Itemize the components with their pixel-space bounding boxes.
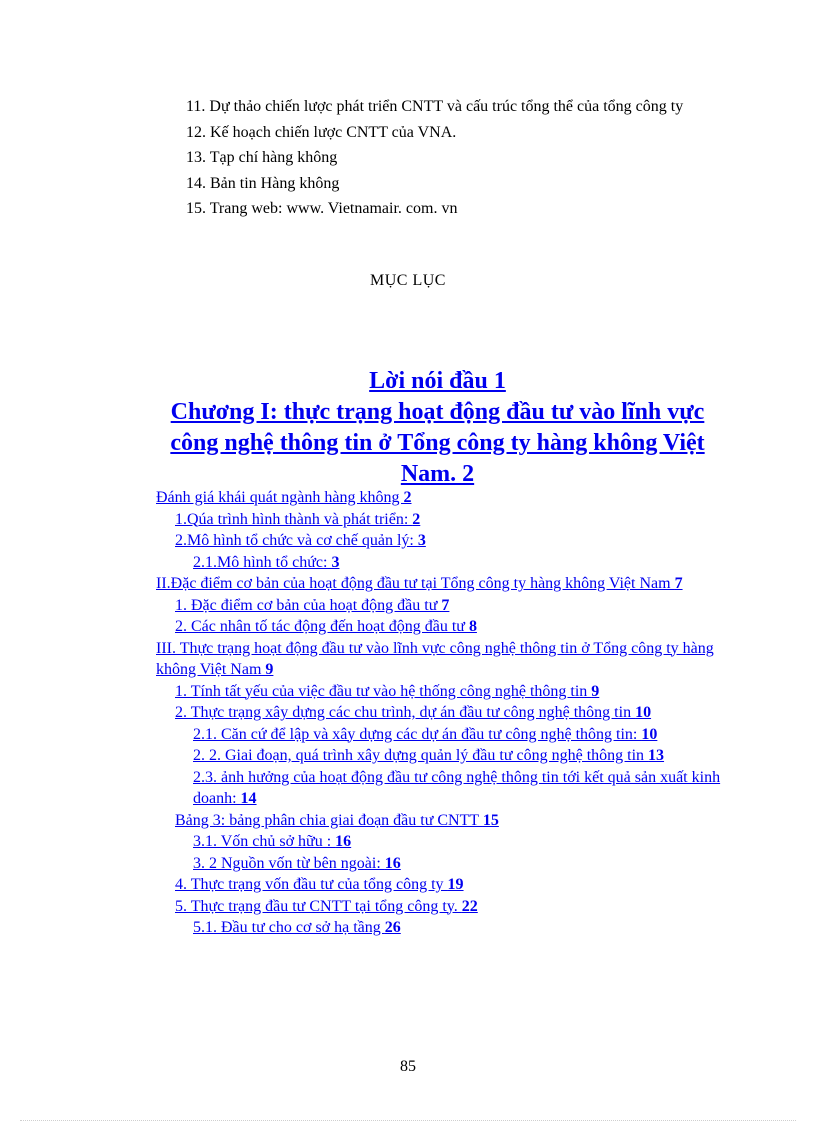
toc-entry[interactable]: 2. Thực trạng xây dựng các chu trình, dự án đầu tư công nghệ thông tin 10: [175, 704, 652, 721]
toc-entry[interactable]: 2.Mô hình tổ chức và cơ chế quản lý: 3: [175, 532, 426, 549]
toc-chapter-1-link[interactable]: Chương I: thực trạng hoạt động đầu tư vào lĩnh vực công nghệ thông tin ở Tổng công ty hàng không Việt Nam. 2: [170, 399, 705, 487]
toc-entry[interactable]: 3.1. Vốn chủ sở hữu : 16: [193, 833, 352, 850]
toc-major-entries: [150, 366, 725, 490]
toc-entry[interactable]: 1. Tính tất yếu của việc đầu tư vào hệ thống công nghệ thông tin 9: [175, 682, 600, 700]
toc-entry[interactable]: Đánh giá khái quát ngành hàng không 2: [156, 489, 412, 506]
toc-heading: MỤC LỤC: [370, 272, 446, 289]
page-number: 85: [400, 1058, 416, 1075]
reference-item: 11. Dự thảo chiến lược phát triển CNTT và cấu trúc tổng thể của tổng công ty: [186, 98, 684, 115]
toc-entry[interactable]: II.Đặc điểm cơ bản của hoạt động đầu tư tại Tổng công ty hàng không Việt Nam 7: [156, 575, 683, 592]
toc-entry[interactable]: 2.1.Mô hình tổ chức: 3: [193, 553, 340, 571]
toc-entry[interactable]: 1. Đặc điểm cơ bản của hoạt động đầu tư 7: [175, 596, 450, 614]
toc-entry[interactable]: 3. 2 Nguồn vốn từ bên ngoài: 16: [193, 854, 401, 872]
toc-entry[interactable]: 1.Qúa trình hình thành và phát triển: 2: [175, 510, 421, 528]
reference-item: 14. Bản tin Hàng không: [186, 174, 340, 192]
reference-item: 15. Trang web: www. Vietnamair. com. vn: [186, 200, 458, 217]
page-bottom-divider: [20, 1120, 796, 1121]
toc-entry[interactable]: 2.3. ảnh hưởng của hoạt động đầu tư công nghệ thông tin tới kết quả sản xuất kinh doanh: 14: [193, 768, 721, 807]
toc-entry[interactable]: Bảng 3: bảng phân chia giai đoạn đầu tư CNTT 15: [175, 811, 499, 829]
reference-item: 12. Kế hoạch chiến lược CNTT của VNA.: [186, 123, 457, 141]
toc-entry[interactable]: 5.1. Đầu tư cho cơ sở hạ tầng 26: [193, 919, 401, 936]
toc-entry[interactable]: 5. Thực trạng đầu tư CNTT tại tổng công ty. 22: [175, 897, 478, 915]
toc-entry[interactable]: 2. 2. Giai đoạn, quá trình xây dựng quản lý đầu tư công nghệ thông tin 13: [193, 747, 665, 764]
toc-preface-link[interactable]: Lời nói đầu 1: [369, 368, 506, 394]
toc-list: [156, 487, 746, 939]
toc-entry[interactable]: 4. Thực trạng vốn đầu tư của tổng công ty 19: [175, 876, 464, 893]
toc-entry[interactable]: 2.1. Căn cứ để lập và xây dựng các dự án đầu tư công nghệ thông tin: 10: [193, 725, 658, 743]
toc-entry[interactable]: III. Thực trạng hoạt động đầu tư vào lĩnh vực công nghệ thông tin ở Tổng công ty hàng không Việt Nam 9: [156, 639, 714, 678]
toc-entry[interactable]: 2. Các nhân tố tác động đến hoạt động đầu tư 8: [175, 618, 477, 635]
reference-item: 13. Tạp chí hàng không: [186, 149, 338, 166]
reference-list: [136, 94, 740, 222]
